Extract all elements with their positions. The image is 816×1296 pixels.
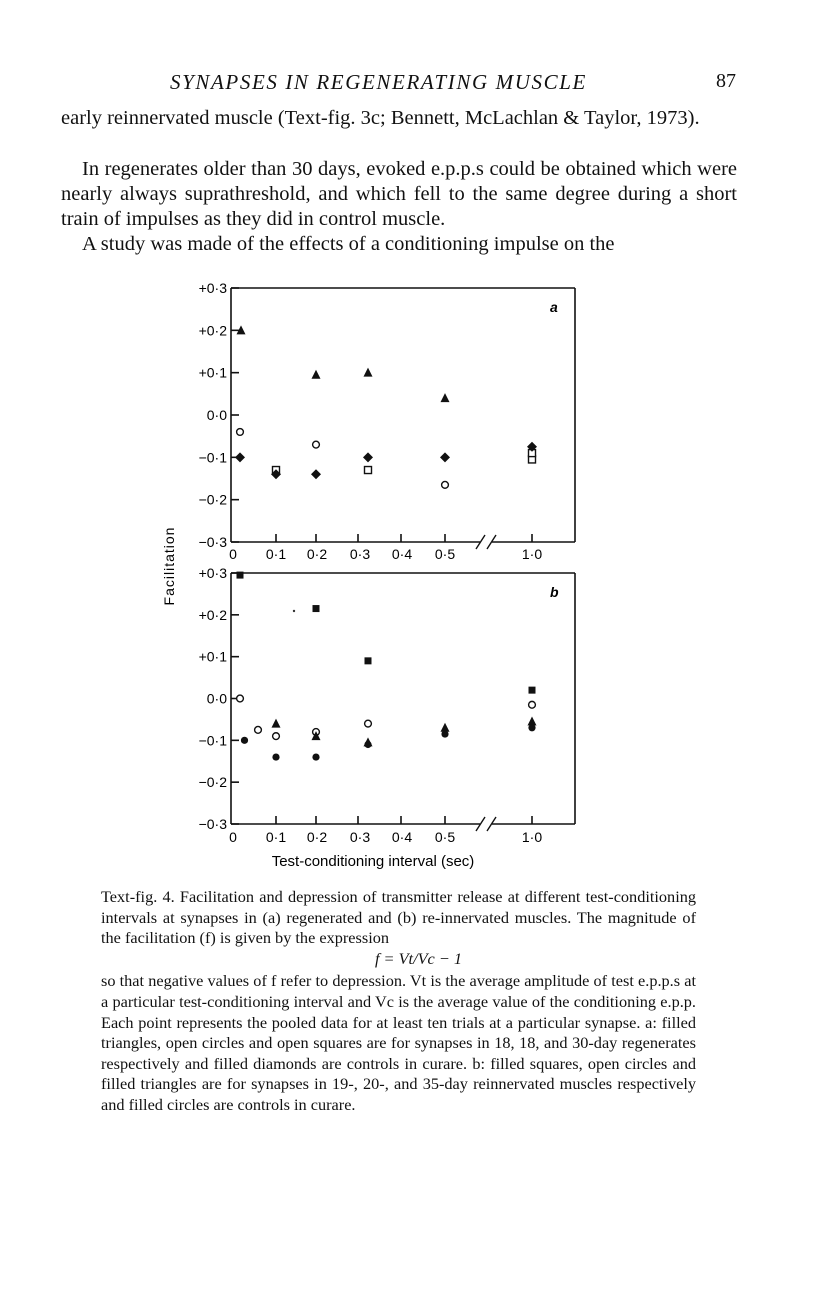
y-tick-label: 0·0 [206, 690, 227, 707]
y-tick-label: −0·2 [198, 774, 227, 791]
filled-circle-marker [528, 724, 535, 731]
y-axis-label: Facilitation [161, 526, 177, 606]
x-tick-label: 0·1 [265, 829, 287, 845]
x-tick-label: 1·0 [521, 546, 543, 562]
running-title: SYNAPSES IN REGENERATING MUSCLE [170, 70, 587, 94]
x-tick-label: 0·4 [391, 829, 413, 845]
open-circle-marker [273, 733, 280, 740]
y-tick-label: 0·0 [206, 407, 227, 423]
x-tick-label: 1·0 [521, 829, 543, 845]
x-tick-label: 0·4 [391, 546, 413, 562]
open-circle-marker [313, 441, 320, 448]
x-tick-label: 0 [229, 829, 237, 845]
open-circle-marker [442, 481, 449, 488]
filled-circle-marker [241, 737, 248, 744]
x-tick-label: 0·1 [265, 546, 287, 562]
y-tick-label: −0·3 [198, 816, 227, 832]
facilitation-figure [140, 276, 600, 876]
filled-diamond-marker [311, 469, 321, 479]
filled-square-marker [365, 657, 372, 664]
paragraph-text: early reinnervated muscle (Text-fig. 3c; Bennett, McLachlan & Taylor, 1973). [61, 107, 700, 129]
filled-square-marker [237, 572, 244, 579]
paragraph-text: A study was made of the effects of a conditioning impulse on the [82, 233, 615, 255]
y-tick-label: −0·2 [198, 491, 227, 508]
y-tick-label: +0·3 [198, 280, 227, 296]
y-tick-label: +0·3 [198, 565, 227, 581]
y-tick-label: −0·1 [198, 732, 227, 749]
filled-triangle-marker [272, 719, 281, 728]
open-circle-marker [529, 701, 536, 708]
panel-label: b [550, 584, 559, 600]
filled-square-marker [313, 605, 320, 612]
y-tick-label: +0·1 [198, 648, 227, 665]
open-circle-marker [237, 429, 244, 436]
x-tick-label: 0·2 [306, 546, 328, 562]
print-speck [293, 610, 295, 612]
x-axis-label: Test-conditioning interval (sec) [271, 853, 475, 870]
panel-a [199, 280, 575, 562]
paragraph-regenerates [61, 157, 737, 232]
filled-circle-marker [364, 741, 371, 748]
x-tick-label: 0·3 [349, 546, 371, 562]
open-circle-marker [255, 726, 262, 733]
filled-square-marker [529, 687, 536, 694]
paragraph-text: In regenerates older than 30 days, evoked e.p.p.s could be obtained which were nearly always suprathreshold, and which fell to the same degree during a short train of impulses as they did in control muscle. [61, 158, 737, 230]
filled-triangle-marker [441, 393, 450, 402]
panel-b [199, 565, 575, 845]
filled-triangle-marker [441, 723, 450, 732]
open-square-marker [365, 467, 372, 474]
x-tick-label: 0·5 [434, 829, 456, 845]
x-tick-label: 0·5 [434, 546, 456, 562]
filled-triangle-marker [528, 717, 537, 726]
caption-rest: so that negative values of f refer to depression. Vt is the average amplitude of test e.p.p.s at a particular test-conditioning interval and Vc is the average value of the conditioning e.p.p. Each point represents the pooled data for at least ten trials at a particular synapse. a: filled triangles, open circles and open squares are for synapses in 18, 18, and 30-day regenerates respectively and filled diamonds are controls in curare. b: filled squares, open circles and filled triangles are for synapses in 19-, 20-, and 35-day reinnervated muscles respectively and filled circles are controls in curare. [101, 971, 696, 1114]
caption-main: Text-fig. 4. Facilitation and depression of transmitter release at different test-conditioning intervals at synapses in (a) regenerated and (b) re-innervated muscles. The magnitude of the facilitation (f) is given by the expression [101, 887, 696, 948]
paragraph-conditioning [61, 232, 737, 257]
filled-diamond-marker [440, 452, 450, 462]
figure-caption [101, 887, 696, 1116]
page-header [60, 70, 736, 98]
caption-formula: f = Vt/Vc − 1 [374, 948, 463, 968]
x-tick-label: 0·2 [306, 829, 328, 845]
filled-diamond-marker [235, 452, 245, 462]
y-tick-label: −0·3 [198, 534, 227, 550]
filled-circle-marker [441, 730, 448, 737]
filled-triangle-marker [312, 370, 321, 379]
y-tick-label: +0·2 [198, 322, 227, 339]
y-tick-label: +0·1 [198, 364, 227, 381]
y-tick-label: −0·1 [198, 449, 227, 466]
y-tick-label: +0·2 [198, 606, 227, 623]
filled-circle-marker [272, 753, 279, 760]
paragraph-continuation [61, 106, 737, 131]
x-tick-label: 0·3 [349, 829, 371, 845]
x-tick-label: 0 [229, 546, 237, 562]
page-number: 87 [716, 70, 736, 92]
filled-diamond-marker [363, 452, 373, 462]
panel-label: a [550, 299, 558, 315]
open-circle-marker [237, 695, 244, 702]
filled-circle-marker [312, 753, 319, 760]
open-circle-marker [365, 720, 372, 727]
filled-triangle-marker [364, 368, 373, 377]
